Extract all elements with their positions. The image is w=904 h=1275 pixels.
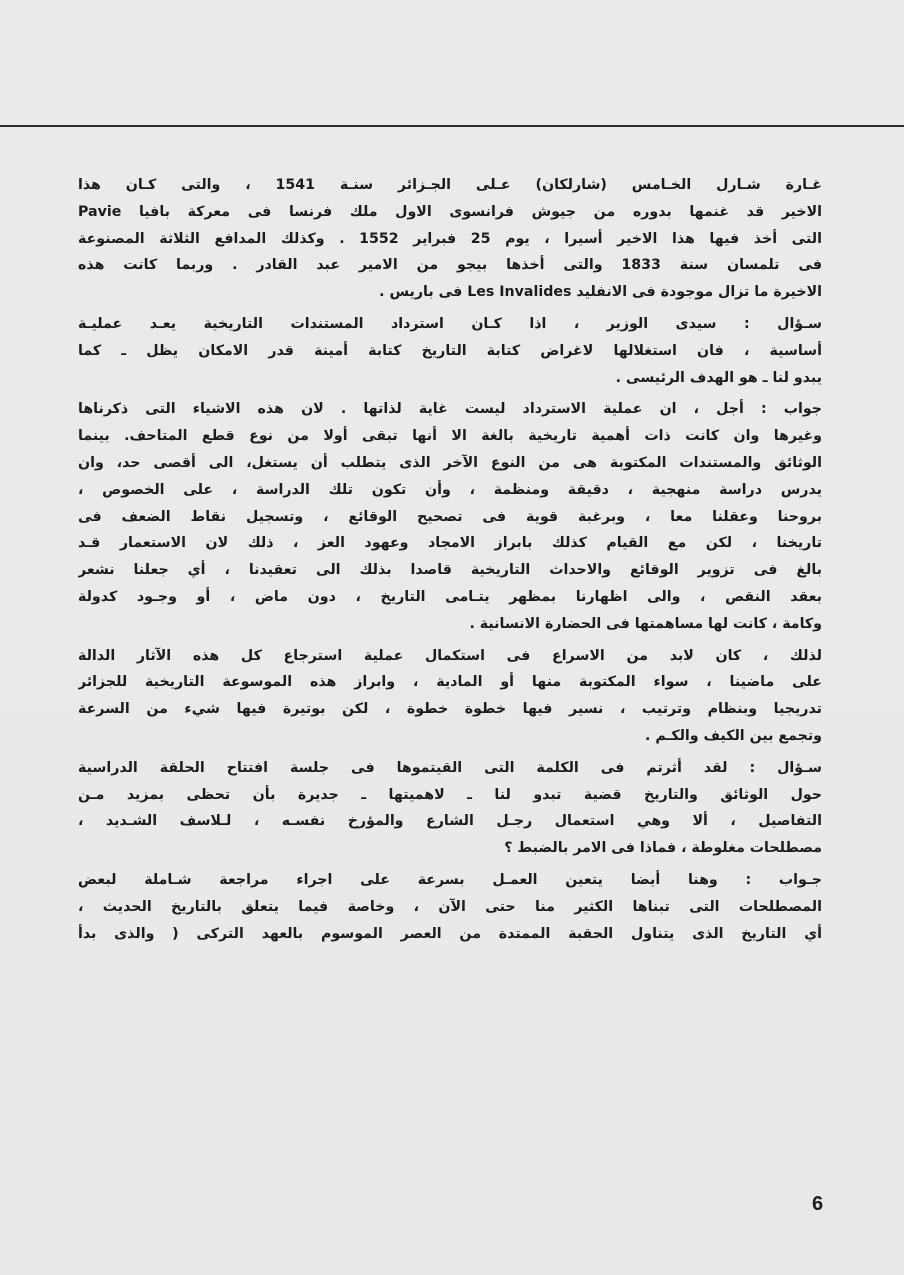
text-line: المصطلحات التى تبناها الكثير منا حتى الآن ، وخاصة فيما يتعلق بالتاريخ الحديث ، bbox=[78, 898, 822, 915]
text-line: وغيرها وان كانت ذات أهمية تاريخية بالغة الا أنها تبقى أولا من نوع قطع المتاحف. بينما bbox=[78, 428, 822, 445]
text-line: التى أخذ فيها هذا الاخير أسيرا ، يوم 25 فبراير 1552 . وكذلك المدافع الثلاثة المصنوعة bbox=[78, 230, 822, 247]
text-line: وكامة ، كانت لها مساهمتها فى الحضارة الانسانية . bbox=[469, 615, 822, 632]
text-line: بروحنا وعقلنا معا ، وبرغبة قوية فى تصحيح الوقائع ، وتسجيل نقاط الضعف فى bbox=[78, 508, 822, 525]
text-line: تدريجيا وبنظام وترتيب ، نسير فيها خطوة خطوة ، لكن بوتيرة فيها شيء من السرعة bbox=[78, 701, 822, 718]
text-line: جواب : أجل ، ان عملية الاسترداد ليست غاية لذاتها . لان هذه الاشياء التى ذكرناها bbox=[78, 401, 822, 418]
text-line: أي التاريخ الذى يتناول الحقبة الممتدة من العصر الموسوم بالعهد التركى ( والذى بدأ bbox=[78, 925, 822, 942]
text-line: حول الوثائق والتاريخ قضية تبدو لنا ـ لاهميتها ـ جديرة بأن تحظى بمزيد مـن bbox=[78, 786, 822, 803]
text-line: بعقد النقص ، والى اظهارنا بمظهر يتـامى التاريخ ، دون ماض ، أو وجـود كدولة bbox=[78, 588, 822, 605]
text-line: جـواب : وهنا أيضا يتعين العمـل بسرعة على اجراء مراجعة شـاملة لبعض bbox=[78, 871, 822, 888]
text-line: وتجمع بين الكيف والكـم . bbox=[645, 727, 822, 744]
article-body bbox=[78, 172, 822, 947]
paragraph-1 bbox=[78, 172, 822, 306]
text-line: الاخير قد غنمها بدوره من جيوش فرانسوى الاول ملك فرنسا فى معركة بافيا Pavie bbox=[78, 203, 822, 220]
text-line: يبدو لنا ـ هو الهدف الرئيسى . bbox=[615, 369, 822, 386]
answer-1 bbox=[78, 396, 822, 637]
text-line: يدرس دراسة منهجية ، دقيقة ومنظمة ، وأن تكون تلك الدراسة ، على الخصوص ، bbox=[78, 481, 822, 498]
text-line: الوثائق والمستندات المكتوبة هى من النوع الآخر الذى يتطلب أن يستغل، الى أقصى حد، وان bbox=[78, 454, 822, 471]
answer-2 bbox=[78, 867, 822, 947]
page-number: 6 bbox=[812, 1193, 824, 1215]
text-line: على ماضينا ، سواء المكتوبة منها أو المادية ، وابراز هذه الموسوعة التاريخية للجزائر bbox=[78, 674, 822, 691]
text-line: فى تلمسان سنة 1833 والتى أخذها بيجو من الامير عبد القادر . وربما كانت هذه bbox=[78, 257, 822, 274]
text-line: أساسية ، فان استغلالها لاغراض كتابة التاريخ كتابة أمينة قدر الامكان يظل ـ كما bbox=[78, 342, 822, 359]
text-line: مصطلحات مغلوطة ، فماذا فى الامر بالضبط ؟ bbox=[504, 840, 822, 857]
text-line: التفاصيل ، ألا وهي استعمال رجـل الشارع والمؤرخ نفسـه ، لـلاسف الشـديد ، bbox=[78, 813, 822, 830]
question-1 bbox=[78, 311, 822, 391]
text-line: تاريخنا ، لكن مع القيام كذلك بابراز الامجاد وعهود العز ، ذلك لان الاستعمار قـد bbox=[78, 535, 822, 552]
text-line: سـؤال : سيدى الوزير ، اذا كـان استرداد المستندات التاريخية يعـد عمليـة bbox=[78, 315, 822, 332]
header-rule bbox=[0, 125, 904, 127]
text-line: سـؤال : لقد أثرتم فى الكلمة التى القيتموها فى جلسة افتتاح الحلقة الدراسية bbox=[78, 759, 822, 776]
paragraph-2 bbox=[78, 643, 822, 750]
question-2 bbox=[78, 755, 822, 862]
text-line: الاخيرة ما تزال موجودة فى الانفليد Les Invalides فى باريس . bbox=[379, 284, 822, 301]
text-line: غـارة شـارل الخـامس (شارلكان) عـلى الجـزائر سنـة 1541 ، والتى كـان هذا bbox=[78, 177, 822, 193]
text-line: بالغ فى تزوير الوقائع والاحداث التاريخية قاصدا بذلك الى تعقيدنا ، أي جعلنا نشعر bbox=[78, 562, 822, 579]
text-line: لذلك ، كان لابد من الاسراع فى استكمال عملية استرجاع كل هذه الآثار الدالة bbox=[78, 647, 822, 664]
